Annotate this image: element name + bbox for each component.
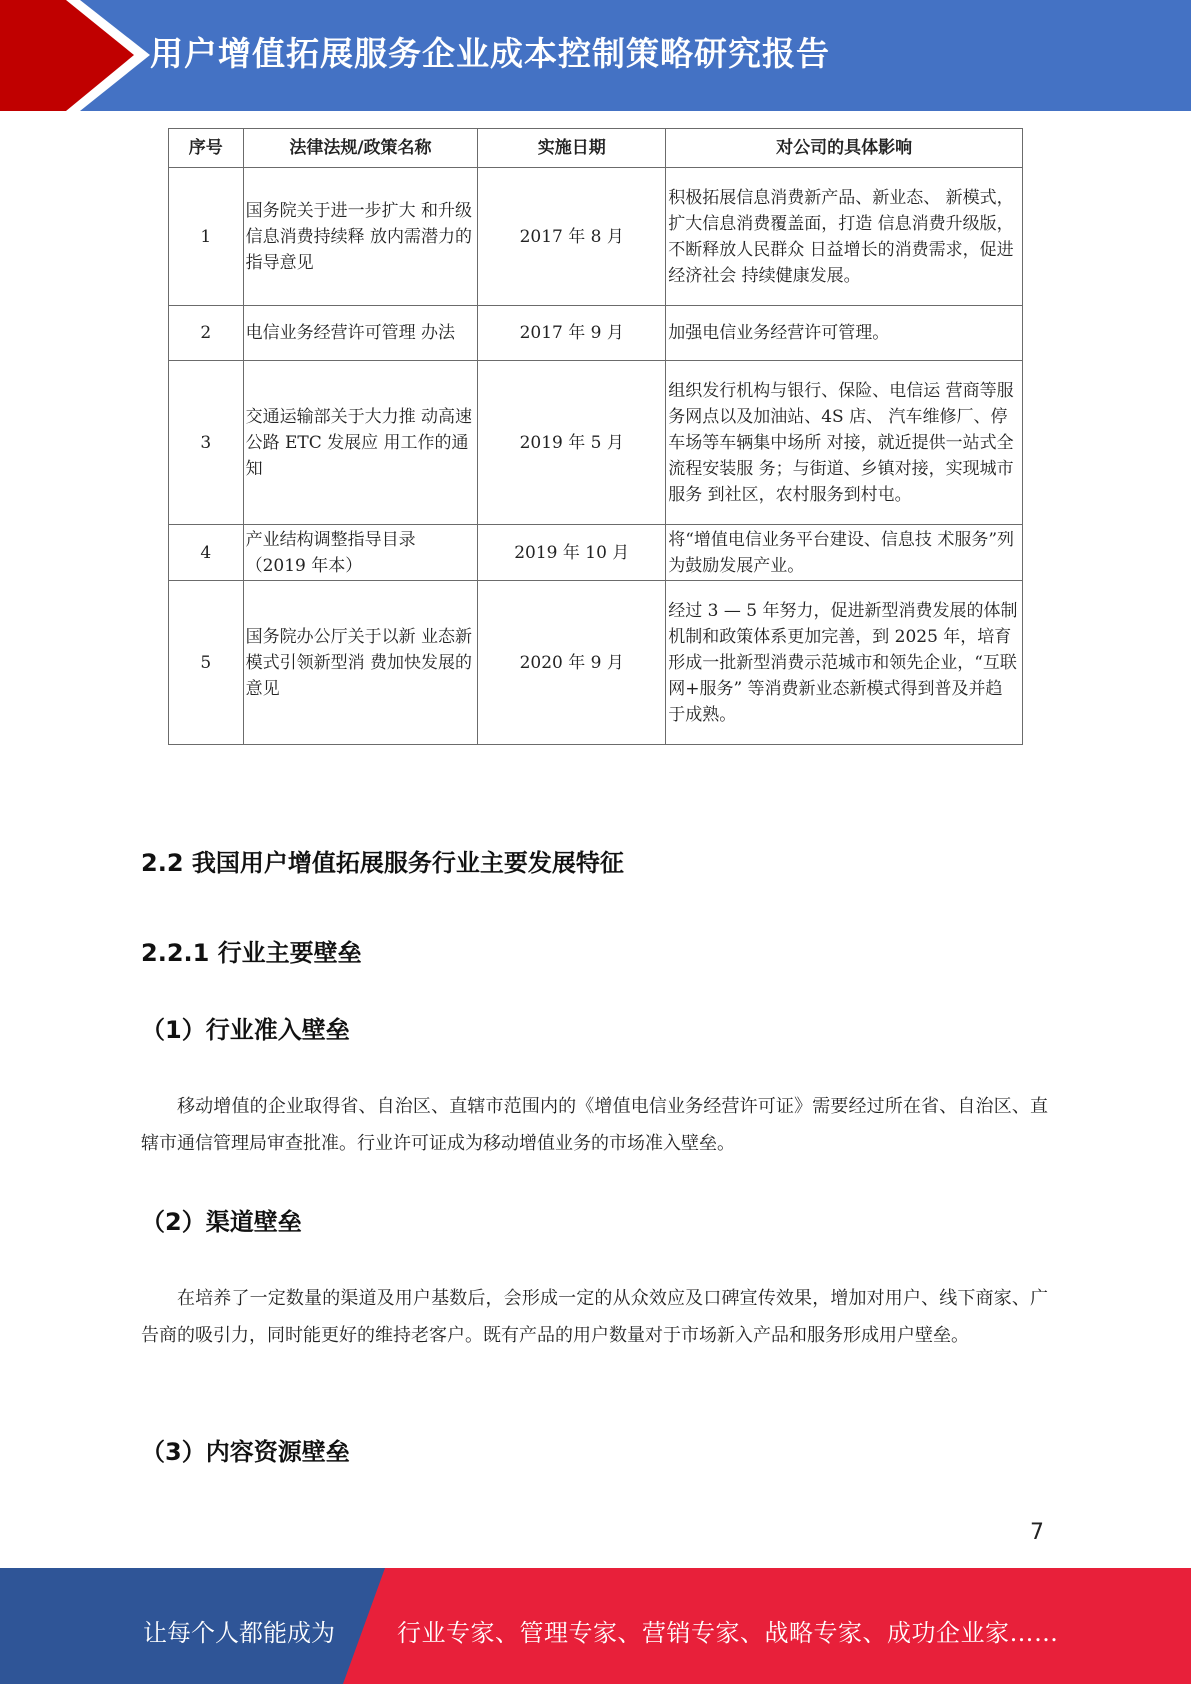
header-bar: [0, 0, 1191, 111]
barrier-heading-content: （3）内容资源壁垒: [141, 1438, 350, 1466]
table-row: [169, 306, 1023, 361]
cell-date: 2019 年 10 月: [478, 525, 666, 581]
cell-name: 国务院办公厅关于以新 业态新模式引领新型消 费加快发展的意见: [243, 581, 478, 745]
cell-impact: 积极拓展信息消费新产品、新业态、 新模式，扩大信息消费覆盖面，打造 信息消费升级版，不断释放人民群众 日益增长的消费需求，促进经济社会 持续健康发展。: [666, 168, 1023, 306]
header-chevron-decoration: [0, 0, 160, 111]
table-row: [169, 525, 1023, 581]
regulation-table: [168, 128, 1023, 745]
section-heading: 2.2 我国用户增值拓展服务行业主要发展特征: [141, 849, 624, 877]
cell-name: 电信业务经营许可管理 办法: [243, 306, 478, 361]
cell-impact: 经过 3 — 5 年努力，促进新型消费发展的体制机制和政策体系更加完善，到 2025 年，培育形成一批新型消费示范城市和领先企业，“互联网+服务” 等消费新业态新模式得到普及并趋 于成熟。: [666, 581, 1023, 745]
cell-impact: 加强电信业务经营许可管理。: [666, 306, 1023, 361]
cell-no: 5: [169, 581, 244, 745]
cell-impact: 组织发行机构与银行、保险、电信运 营商等服务网点以及加油站、4S 店、 汽车维修厂、停车场等车辆集中场所 对接，就近提供一站式全流程安装服 务；与街道、乡镇对接，实现城市服务 到社区，农村服务到村屯。: [666, 361, 1023, 525]
cell-impact: 将“增值电信业务平台建设、信息技 术服务”列为鼓励发展产业。: [666, 525, 1023, 581]
table-row: [169, 581, 1023, 745]
cell-date: 2019 年 5 月: [478, 361, 666, 525]
column-header-date: 实施日期: [478, 129, 666, 168]
cell-date: 2017 年 8 月: [478, 168, 666, 306]
cell-date: 2017 年 9 月: [478, 306, 666, 361]
footer-bar: [0, 1568, 1191, 1684]
cell-name: 产业结构调整指导目录（2019 年本）: [243, 525, 478, 581]
page-number: 7: [1030, 1520, 1044, 1545]
paragraph-channel-barrier: 在培养了一定数量的渠道及用户基数后，会形成一定的从众效应及口碑宣传效果，增加对用户、线下商家、广告商的吸引力，同时能更好的维持老客户。既有产品的用户数量对于市场新入产品和服务形成用户壁垒。: [141, 1288, 1048, 1346]
barrier-heading-entry: （1）行业准入壁垒: [141, 1016, 350, 1044]
table-header-row: [169, 129, 1023, 168]
report-title: 用户增值拓展服务企业成本控制策略研究报告: [150, 34, 830, 73]
paragraph-entry-barrier: 移动增值的企业取得省、自治区、直辖市范围内的《增值电信业务经营许可证》需要经过所在省、自治区、直辖市通信管理局审查批准。行业许可证成为移动增值业务的市场准入壁垒。: [141, 1096, 1048, 1154]
cell-name: 交通运输部关于大力推 动高速公路 ETC 发展应 用工作的通知: [243, 361, 478, 525]
footer-slogan-right: 行业专家、管理专家、营销专家、战略专家、成功企业家……: [397, 1619, 1059, 1647]
cell-no: 4: [169, 525, 244, 581]
barrier-heading-channel: （2）渠道壁垒: [141, 1208, 302, 1236]
table-row: [169, 168, 1023, 306]
cell-no: 1: [169, 168, 244, 306]
table-row: [169, 361, 1023, 525]
cell-name: 国务院关于进一步扩大 和升级信息消费持续释 放内需潜力的指导意见: [243, 168, 478, 306]
column-header-impact: 对公司的具体影响: [666, 129, 1023, 168]
cell-no: 3: [169, 361, 244, 525]
column-header-name: 法律法规/政策名称: [243, 129, 478, 168]
footer-slogan-left: 让每个人都能成为: [143, 1619, 335, 1647]
subsection-heading: 2.2.1 行业主要壁垒: [141, 939, 362, 967]
column-header-no: 序号: [169, 129, 244, 168]
cell-no: 2: [169, 306, 244, 361]
cell-date: 2020 年 9 月: [478, 581, 666, 745]
